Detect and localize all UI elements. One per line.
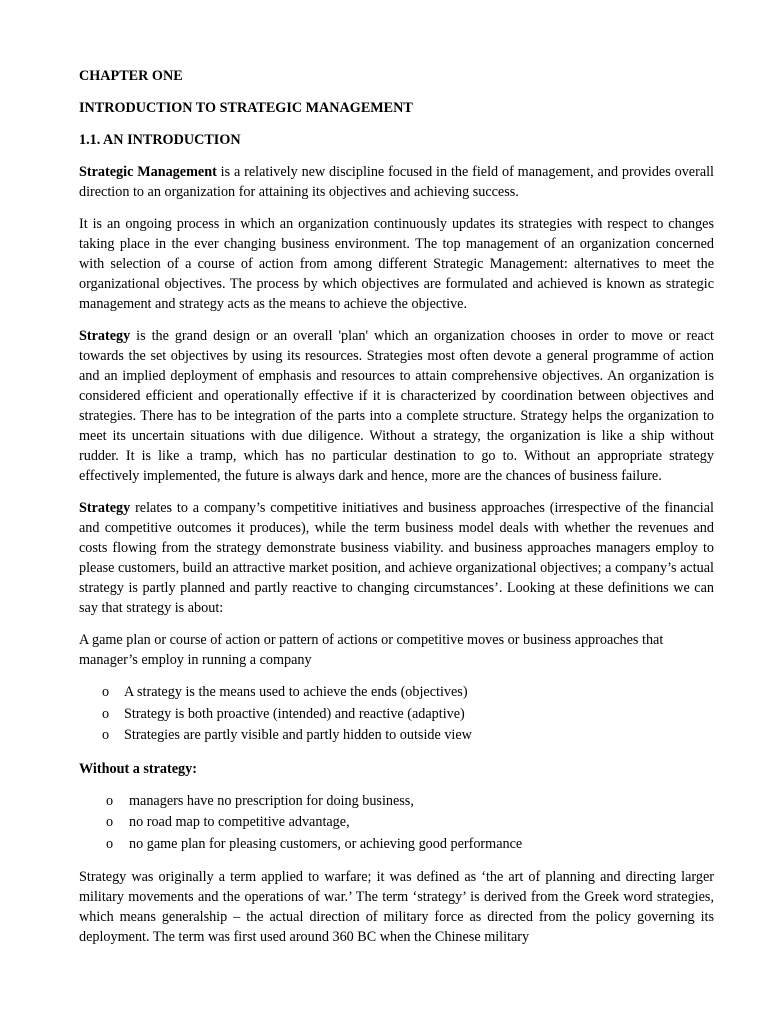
- paragraph-text: relates to a company’s competitive initiatives and business approaches (irrespective of the financial and competitive outcomes it produces), while the term business model deals with whether the revenues and costs flowing from the strategy demonstrate business viability. and business approaches managers employ to please customers, build an attractive market position, and achieve organizational objectives; a company’s actual strategy is partly planned and partly reactive to changing circumstances’. Looking at these definitions we can say that strategy is about:: [79, 500, 714, 616]
- paragraph-ongoing-process: It is an ongoing process in which an organization continuously updates its strategies with respect to changes taking place in the ever changing business environment. The top management of an organization concerned with selection of a course of action from among different Strategic Management: alternatives to meet the organizational objectives. The process by which objectives are formulated and achieved is known as strategic management and strategy acts as the means to achieve the objective.: [79, 216, 714, 312]
- list-item: o no game plan for pleasing customers, or achieving good performance: [79, 834, 714, 856]
- bullet-icon: o: [106, 814, 114, 830]
- bullet-icon: o: [102, 727, 110, 743]
- list-item: o no road map to competitive advantage,: [79, 812, 714, 834]
- paragraph-text: is the grand design or an overall 'plan' which an organization chooses in order to move or react towards the set objectives by using its resources. Strategies most often devote a general programme of action and an implied deployment of emphasis and resources to attain comprehensive objectives. An organization is considered efficient and operationally effective if it is characterized by coordination between objectives and strategies. There has to be integration of the parts into a complete structure. Strategy helps the organization to meet its uncertain situations with due diligence. Without a strategy, the organization is like a ship without rudder. It is like a tramp, which has no particular destination to go to. Without an appropriate strategy effectively implemented, the future is always dark and hence, more are the chances of business failure.: [79, 328, 714, 484]
- without-strategy-heading: Without a strategy:: [79, 760, 197, 777]
- bullet-icon: o: [102, 684, 110, 700]
- bullet-icon: o: [102, 705, 110, 722]
- paragraph-game-plan: A game plan or course of action or pattern of actions or competitive moves or business approaches that manager’s employ in running a company: [79, 632, 664, 668]
- paragraph-strategy-origin: Strategy was originally a term applied to warfare; it was defined as ‘the art of planning and directing larger military movements and the operations of war.’ The term ‘strategy’ is derived from the Greek word strategies, which means generalship – the actual direction of military force as directed from the policy governing its deployment. The term was first used around 360 BC when the Chinese military: [79, 869, 714, 945]
- term-strategy: Strategy: [79, 328, 131, 344]
- bullet-icon: o: [106, 835, 114, 852]
- paragraph-text: is a relatively new discipline focused in the field of management, and provides overall direction to an organization for attaining its objectives and achieving success.: [79, 164, 715, 200]
- list-item: o Strategies are partly visible and partly hidden to outside view: [79, 725, 714, 747]
- bullet-icon: o: [106, 792, 114, 809]
- term-strategy: Strategy: [79, 500, 131, 516]
- chapter-title: INTRODUCTION TO STRATEGIC MANAGEMENT: [79, 100, 413, 116]
- chapter-heading: CHAPTER ONE: [79, 68, 183, 84]
- paragraph-strategic-management: [79, 162, 714, 202]
- list-item: o managers have no prescription for doing business,: [79, 791, 714, 813]
- paragraph-strategy-definition: [79, 326, 714, 486]
- paragraph-strategy-relates: [79, 498, 714, 618]
- strategy-points-list: [79, 682, 714, 747]
- term-strategic-management: Strategic Management: [79, 164, 217, 180]
- list-item: o A strategy is the means used to achieve the ends (objectives): [79, 682, 714, 704]
- list-item: o Strategy is both proactive (intended) and reactive (adaptive): [79, 704, 714, 726]
- document-body: [79, 66, 714, 959]
- without-strategy-list: [79, 791, 714, 856]
- section-heading: 1.1. AN INTRODUCTION: [79, 132, 241, 148]
